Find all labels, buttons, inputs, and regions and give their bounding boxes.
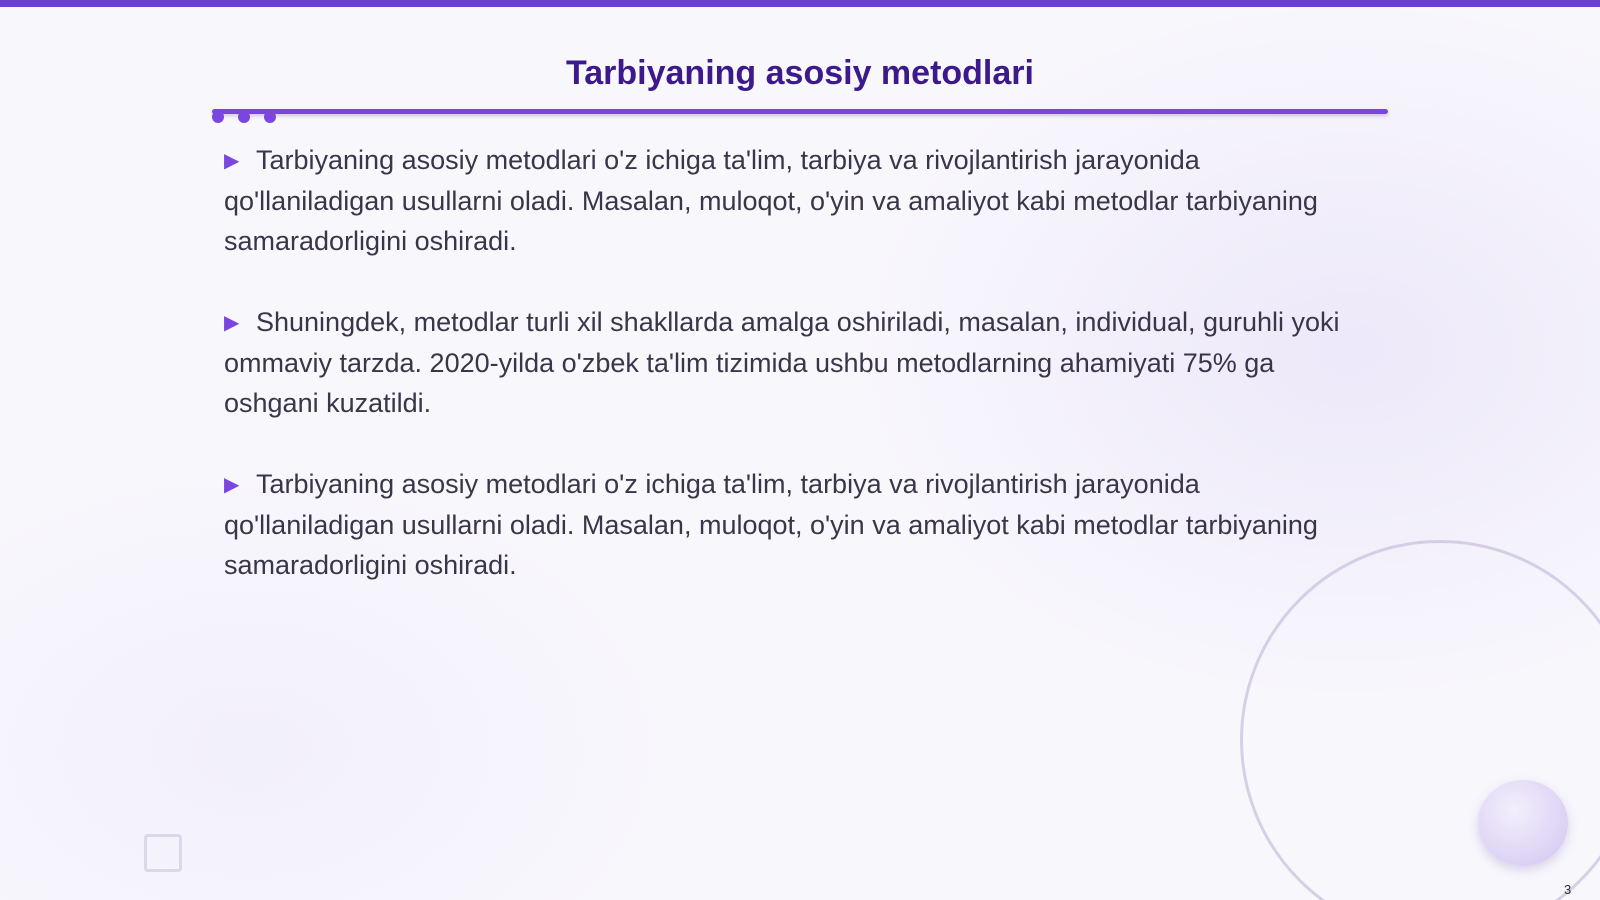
bullet-paragraph-3 — [224, 464, 1354, 585]
decorative-square — [144, 834, 182, 872]
top-accent-bar — [0, 0, 1600, 7]
paragraph-text: Shuningdek, metodlar turli xil shakllarda amalga oshiriladi, masalan, individual, guruhli yoki ommaviy tarzda. 2020-yilda o'zbek ta'lim tizimida ushbu metodlarning ahamiyati 75% ga oshgani kuzatildi. — [224, 307, 1340, 418]
title-underline — [212, 109, 1388, 114]
triangle-bullet-icon: ▶ — [224, 474, 240, 496]
bullet-paragraph-1 — [224, 140, 1354, 261]
paragraph-text: Tarbiyaning asosiy metodlari o'z ichiga ta'lim, tarbiya va rivojlantirish jarayonida qo'llaniladigan usullarni oladi. Masalan, muloqot, o'yin va amaliyot kabi metodlar tarbiyaning samaradorligini oshiradi. — [224, 469, 1318, 580]
paragraph-text: Tarbiyaning asosiy metodlari o'z ichiga ta'lim, tarbiya va rivojlantirish jarayonida qo'llaniladigan usullarni oladi. Masalan, muloqot, o'yin va amaliyot kabi metodlar tarbiyaning samaradorligini oshiradi. — [224, 145, 1318, 256]
bullet-paragraph-2 — [224, 302, 1354, 423]
decorative-dot — [212, 111, 224, 123]
decorative-dot — [264, 111, 276, 123]
slide-title: Tarbiyaning asosiy metodlari — [566, 54, 1034, 92]
triangle-bullet-icon: ▶ — [224, 312, 240, 334]
decorative-dot — [238, 111, 250, 123]
bullet-list — [224, 140, 1354, 626]
decorative-circle — [1478, 780, 1568, 866]
page-number: 3 — [1564, 882, 1572, 897]
triangle-bullet-icon: ▶ — [224, 150, 240, 172]
